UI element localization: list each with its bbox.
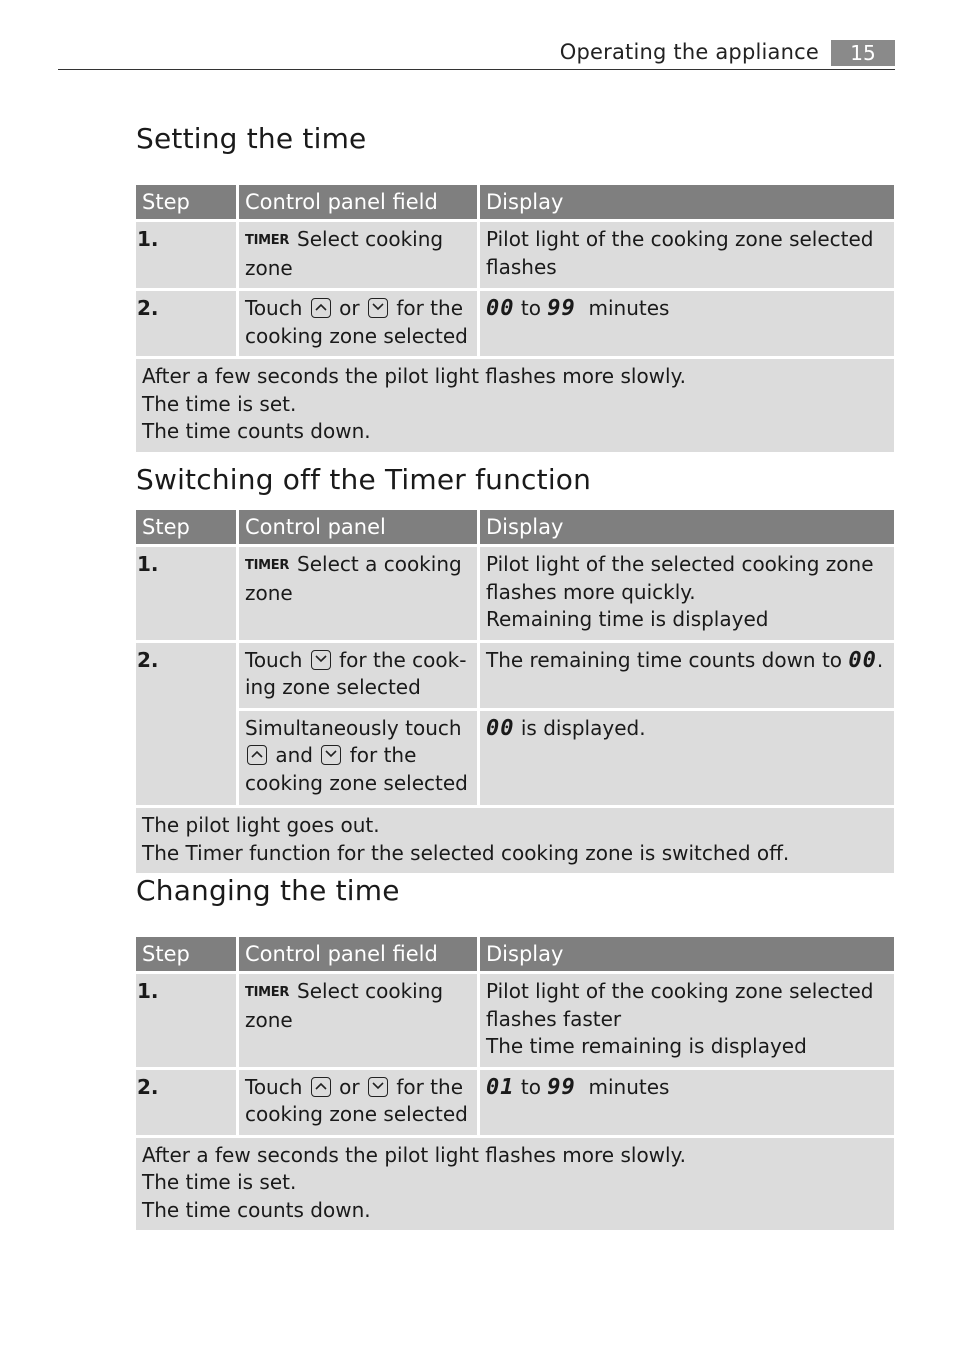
segment-value: 00 (486, 296, 515, 321)
running-head (58, 38, 895, 70)
header-control: Control panel field (239, 185, 480, 219)
display-cell: 01 to 99 minutes (480, 1067, 894, 1135)
table-row (136, 356, 894, 452)
display-cell: Pilot light of the cooking zone selected flashes (480, 219, 894, 288)
note-cell: After a few seconds the pilot light flashes more slowly. The time is set. The time counts down. (136, 1135, 894, 1231)
step-number: 2. (136, 1067, 239, 1135)
segment-value: 99 (547, 296, 576, 321)
segment-value: 00 (486, 715, 515, 741)
control-cell: TIMER Select cooking zone (239, 219, 480, 288)
display-cell: The remaining time counts down to 00. (480, 640, 894, 708)
segment-value: 99 (547, 1074, 576, 1100)
step-number: 2. (136, 640, 239, 806)
control-cell: Touch or for the cooking zone selected (239, 288, 480, 356)
control-cell: Touch or for the cooking zone selected (239, 1067, 480, 1135)
step-number: 1. (136, 544, 239, 640)
table-row (136, 544, 894, 640)
table-row (136, 1067, 894, 1135)
display-cell: Pilot light of the cooking zone selected flashes faster The time remaining is displayed (480, 971, 894, 1067)
segment-value: 01 (486, 1074, 515, 1100)
section-setting-time (136, 122, 894, 443)
segment-value: 00 (848, 647, 877, 673)
header-step: Step (136, 510, 239, 544)
table-row (136, 708, 894, 806)
table-row (136, 1135, 894, 1231)
minus-key-icon (368, 1077, 388, 1097)
control-cell: Simultaneously touch and for the cooking zone selected (239, 708, 480, 806)
table-row (136, 288, 894, 356)
minus-key-icon (321, 745, 341, 765)
step-number: 1. (136, 971, 239, 1067)
table-row (136, 805, 894, 873)
note-cell: After a few seconds the pilot light flashes more slowly. The time is set. The time counts down. (136, 356, 894, 452)
plus-key-icon (311, 1077, 331, 1097)
control-cell: Touch for the cook-ing zone selected (239, 640, 480, 708)
note-cell: The pilot light goes out. The Timer function for the selected cooking zone is switched off. (136, 805, 894, 873)
running-head-title: Operating the appliance (559, 40, 819, 64)
step-number: 1. (136, 219, 239, 288)
table-row (136, 640, 894, 708)
table-row (136, 219, 894, 288)
header-display: Display (480, 185, 894, 219)
header-step: Step (136, 185, 239, 219)
header-display: Display (480, 937, 894, 971)
minus-key-icon (368, 298, 388, 318)
section-changing-time (136, 874, 894, 1222)
plus-key-icon (311, 298, 331, 318)
display-cell: 00 is displayed. (480, 708, 894, 806)
section-title: Setting the time (136, 122, 367, 155)
plus-key-icon (247, 745, 267, 765)
steps-table (136, 185, 894, 452)
timer-icon: TIMER (245, 233, 290, 248)
section-title: Changing the time (136, 874, 400, 907)
timer-icon: TIMER (245, 558, 290, 573)
timer-icon: TIMER (245, 985, 290, 1000)
step-number: 2. (136, 288, 239, 356)
display-cell: Pilot light of the selected cooking zone flashes more quickly. Remaining time is displayed (480, 544, 894, 640)
page-number: 15 (831, 40, 895, 66)
minus-key-icon (311, 650, 331, 670)
header-display: Display (480, 510, 894, 544)
header-control: Control panel (239, 510, 480, 544)
display-cell: 00 to 99 minutes (480, 288, 894, 356)
header-control: Control panel field (239, 937, 480, 971)
steps-table (136, 937, 894, 1230)
section-switching-off (136, 463, 894, 865)
steps-table (136, 510, 894, 873)
control-cell: TIMER Select cooking zone (239, 971, 480, 1067)
table-row (136, 971, 894, 1067)
section-title: Switching off the Timer function (136, 463, 592, 496)
header-step: Step (136, 937, 239, 971)
control-cell: TIMER Select a cooking zone (239, 544, 480, 640)
